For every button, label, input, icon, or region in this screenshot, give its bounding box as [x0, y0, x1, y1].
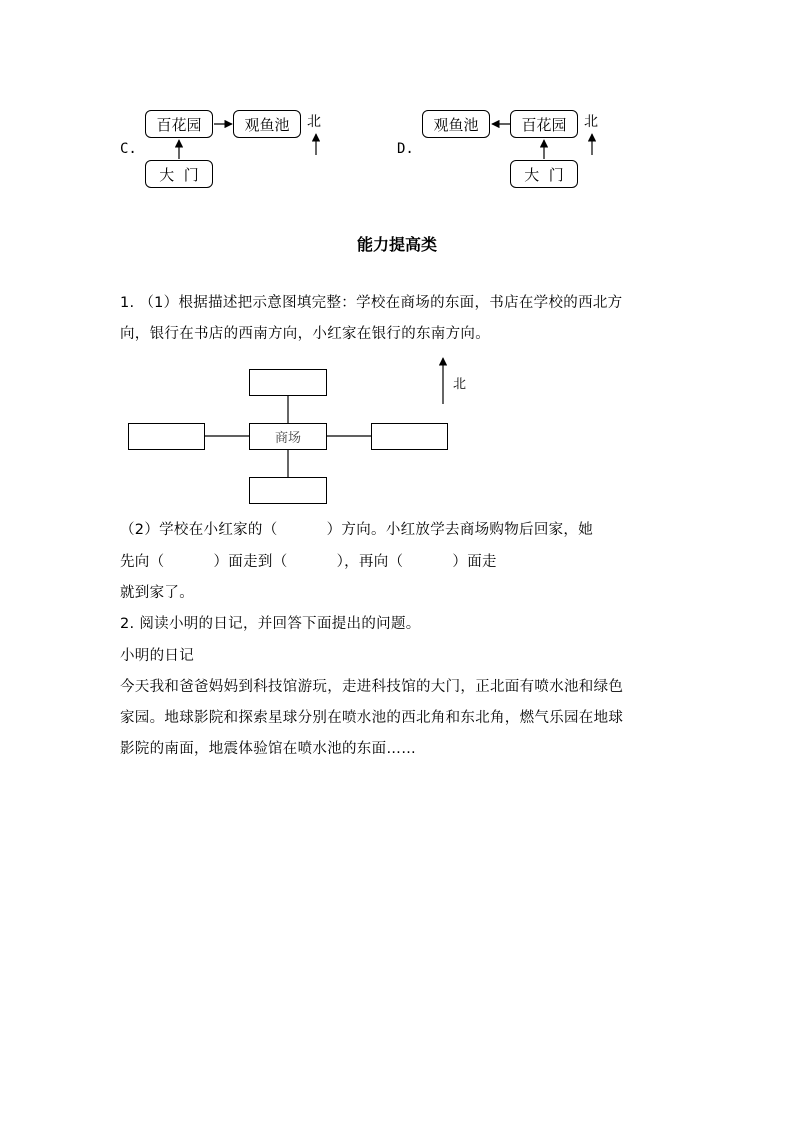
q1-line-1: 1. （1）根据描述把示意图填完整：学校在商场的东面，书店在学校的西北方 [120, 295, 623, 311]
q1-box-left[interactable] [128, 423, 205, 450]
q2-line-1: 2. 阅读小明的日记，并回答下面提出的问题。 [120, 616, 421, 632]
c-north-label: 北 [307, 114, 321, 130]
q2-diary-line-1: 今天我和爸爸妈妈到科技馆游玩，走进科技馆的大门，正北面有喷水池和绿色 [120, 679, 624, 695]
q1-line-2: 向，银行在书店的西南方向，小红家在银行的东南方向。 [120, 326, 490, 342]
q1-north-label: 北 [453, 377, 467, 392]
q1-box-top[interactable] [249, 369, 327, 396]
option-d-label: D. [397, 141, 414, 157]
d-box-guanyuchi: 观鱼池 [422, 110, 490, 138]
q2-diary-title: 小明的日记 [120, 648, 194, 664]
d-box-gate: 大 门 [510, 160, 578, 188]
c-box-gate: 大 门 [145, 160, 213, 188]
q1-part2-line-1: （2）学校在小红家的（ ）方向。小红放学去商场购物后回家，她 [120, 522, 594, 538]
q2-diary-line-3: 影院的南面，地震体验馆在喷水池的东面…… [120, 741, 416, 757]
q1-part2-line-3: 就到家了。 [120, 585, 194, 601]
q2-diary-line-2: 家园。地球影院和探索星球分别在喷水池的西北角和东北角，燃气乐园在地球 [120, 710, 624, 726]
d-box-baihuayuan: 百花园 [510, 110, 578, 138]
d-north-label: 北 [584, 114, 598, 130]
q1-box-center-mall: 商场 [249, 423, 327, 450]
c-box-baihuayuan: 百花园 [145, 110, 213, 138]
section-title: 能力提高类 [356, 235, 437, 254]
c-box-guanyuchi: 观鱼池 [233, 110, 301, 138]
q1-part2-line-2: 先向（ ）面走到（ ），再向（ ）面走 [120, 554, 497, 570]
option-c-label: C. [120, 141, 137, 157]
q1-box-bottom[interactable] [249, 477, 327, 504]
q1-box-right[interactable] [371, 423, 448, 450]
